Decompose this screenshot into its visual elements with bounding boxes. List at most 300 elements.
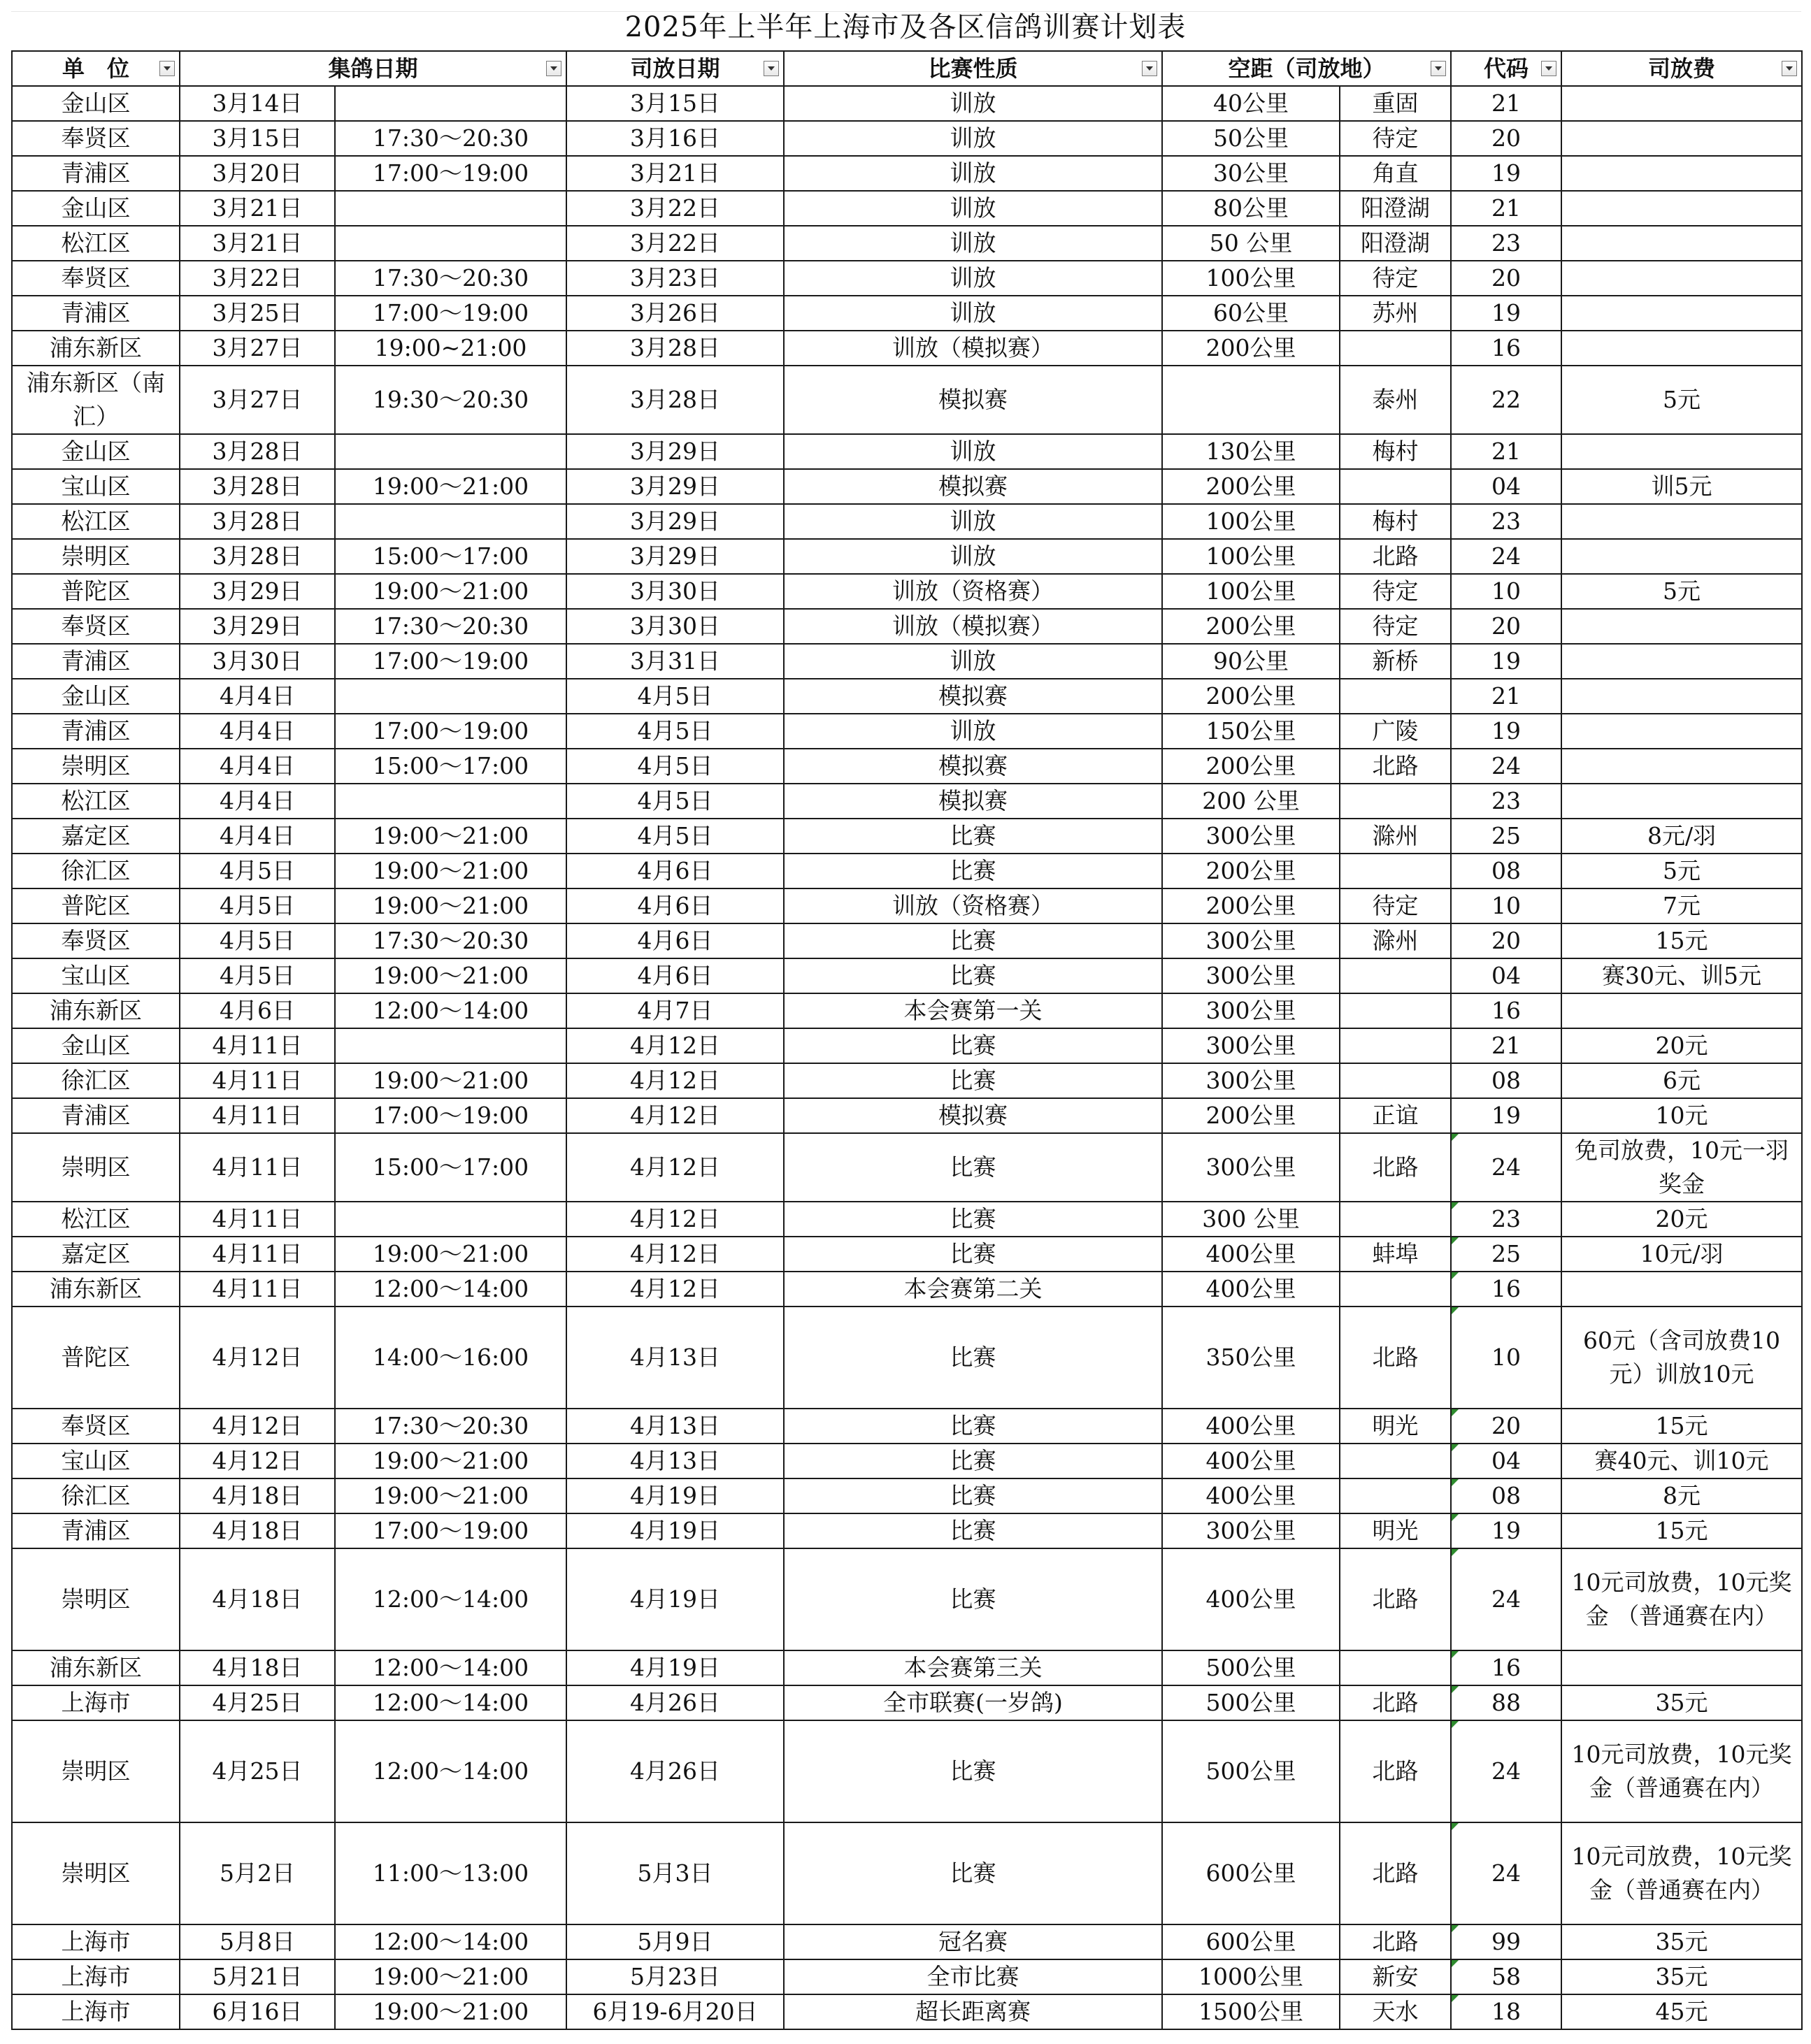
cell-distance[interactable]: 200公里: [1162, 854, 1340, 888]
cell-collect-time[interactable]: 15:00～17:00: [335, 1133, 566, 1202]
cell-type[interactable]: 训放: [784, 644, 1162, 679]
cell-unit[interactable]: 松江区: [12, 784, 180, 819]
cell-fee[interactable]: 35元: [1561, 1924, 1802, 1959]
cell-release-date[interactable]: 3月26日: [566, 296, 784, 331]
cell-unit[interactable]: 金山区: [12, 679, 180, 714]
cell-release-date[interactable]: 3月22日: [566, 191, 784, 226]
cell-collect-date[interactable]: 4月4日: [180, 679, 335, 714]
cell-place[interactable]: [1340, 469, 1451, 504]
cell-place[interactable]: 滁州: [1340, 819, 1451, 854]
cell-release-date[interactable]: 4月12日: [566, 1237, 784, 1272]
cell-fee[interactable]: 45元: [1561, 1994, 1802, 2029]
cell-collect-time[interactable]: 12:00～14:00: [335, 1924, 566, 1959]
cell-type[interactable]: 比赛: [784, 1063, 1162, 1098]
cell-collect-date[interactable]: 5月8日: [180, 1924, 335, 1959]
cell-place[interactable]: 北路: [1340, 1924, 1451, 1959]
filter-dropdown-icon[interactable]: [159, 61, 175, 76]
cell-fee[interactable]: 6元: [1561, 1063, 1802, 1098]
cell-unit[interactable]: 徐汇区: [12, 1063, 180, 1098]
cell-distance[interactable]: 300公里: [1162, 1133, 1340, 1202]
cell-place[interactable]: 泰州: [1340, 366, 1451, 434]
cell-distance[interactable]: 100公里: [1162, 539, 1340, 574]
cell-unit[interactable]: 普陀区: [12, 574, 180, 609]
cell-unit[interactable]: 青浦区: [12, 644, 180, 679]
cell-place[interactable]: [1340, 1478, 1451, 1513]
cell-collect-time[interactable]: 17:30～20:30: [335, 261, 566, 296]
cell-collect-date[interactable]: 5月21日: [180, 1959, 335, 1994]
cell-distance[interactable]: 200 公里: [1162, 784, 1340, 819]
cell-collect-date[interactable]: 3月28日: [180, 434, 335, 469]
cell-collect-date[interactable]: 4月6日: [180, 993, 335, 1028]
cell-collect-date[interactable]: 4月12日: [180, 1409, 335, 1444]
cell-fee[interactable]: 5元: [1561, 574, 1802, 609]
cell-place[interactable]: 待定: [1340, 574, 1451, 609]
cell-type[interactable]: 比赛: [784, 1409, 1162, 1444]
cell-collect-time[interactable]: 19:00～21:00: [335, 1063, 566, 1098]
cell-type[interactable]: 比赛: [784, 923, 1162, 958]
cell-collect-date[interactable]: 4月12日: [180, 1307, 335, 1409]
cell-distance[interactable]: 400公里: [1162, 1272, 1340, 1307]
cell-code[interactable]: 08: [1451, 1063, 1561, 1098]
cell-collect-time[interactable]: 12:00～14:00: [335, 1548, 566, 1650]
cell-unit[interactable]: 崇明区: [12, 1720, 180, 1822]
cell-unit[interactable]: 金山区: [12, 434, 180, 469]
cell-distance[interactable]: 600公里: [1162, 1924, 1340, 1959]
cell-code[interactable]: 04: [1451, 1444, 1561, 1478]
cell-place[interactable]: [1340, 854, 1451, 888]
cell-collect-date[interactable]: 3月27日: [180, 366, 335, 434]
cell-fee[interactable]: 免司放费，10元一羽奖金: [1561, 1133, 1802, 1202]
cell-place[interactable]: 天水: [1340, 1994, 1451, 2029]
cell-release-date[interactable]: 3月15日: [566, 86, 784, 121]
cell-fee[interactable]: 训5元: [1561, 469, 1802, 504]
cell-unit[interactable]: 青浦区: [12, 296, 180, 331]
filter-dropdown-icon[interactable]: [1142, 61, 1157, 76]
cell-release-date[interactable]: 3月30日: [566, 609, 784, 644]
cell-place[interactable]: 北路: [1340, 1548, 1451, 1650]
cell-code[interactable]: 10: [1451, 1307, 1561, 1409]
cell-release-date[interactable]: 3月29日: [566, 434, 784, 469]
cell-collect-date[interactable]: 3月27日: [180, 331, 335, 366]
cell-type[interactable]: 本会赛第一关: [784, 993, 1162, 1028]
cell-collect-date[interactable]: 4月11日: [180, 1272, 335, 1307]
cell-release-date[interactable]: 4月19日: [566, 1478, 784, 1513]
cell-release-date[interactable]: 6月19-6月20日: [566, 1994, 784, 2029]
cell-place[interactable]: 北路: [1340, 749, 1451, 784]
cell-release-date[interactable]: 4月5日: [566, 714, 784, 749]
cell-code[interactable]: 19: [1451, 1098, 1561, 1133]
cell-code[interactable]: 18: [1451, 1994, 1561, 2029]
cell-type[interactable]: 模拟赛: [784, 679, 1162, 714]
cell-release-date[interactable]: 5月3日: [566, 1822, 784, 1924]
cell-collect-time[interactable]: 17:00～19:00: [335, 644, 566, 679]
cell-distance[interactable]: 300公里: [1162, 923, 1340, 958]
cell-code[interactable]: 08: [1451, 854, 1561, 888]
cell-code[interactable]: 58: [1451, 1959, 1561, 1994]
cell-code[interactable]: 19: [1451, 714, 1561, 749]
cell-code[interactable]: 04: [1451, 958, 1561, 993]
cell-place[interactable]: [1340, 993, 1451, 1028]
cell-collect-date[interactable]: 3月22日: [180, 261, 335, 296]
cell-type[interactable]: 训放（资格赛）: [784, 888, 1162, 923]
cell-fee[interactable]: 15元: [1561, 1513, 1802, 1548]
cell-place[interactable]: 滁州: [1340, 923, 1451, 958]
cell-collect-date[interactable]: 4月25日: [180, 1720, 335, 1822]
cell-type[interactable]: 全市联赛(一岁鸽): [784, 1685, 1162, 1720]
cell-release-date[interactable]: 4月6日: [566, 854, 784, 888]
cell-collect-time[interactable]: 12:00～14:00: [335, 1272, 566, 1307]
cell-type[interactable]: 训放: [784, 191, 1162, 226]
filter-dropdown-icon[interactable]: [1782, 61, 1797, 76]
cell-release-date[interactable]: 4月12日: [566, 1133, 784, 1202]
cell-code[interactable]: 24: [1451, 749, 1561, 784]
cell-code[interactable]: 20: [1451, 121, 1561, 156]
cell-unit[interactable]: 青浦区: [12, 156, 180, 191]
cell-unit[interactable]: 金山区: [12, 86, 180, 121]
cell-unit[interactable]: 宝山区: [12, 1444, 180, 1478]
cell-fee[interactable]: [1561, 191, 1802, 226]
cell-distance[interactable]: 300公里: [1162, 993, 1340, 1028]
cell-unit[interactable]: 青浦区: [12, 714, 180, 749]
cell-distance[interactable]: 200公里: [1162, 609, 1340, 644]
cell-fee[interactable]: [1561, 504, 1802, 539]
cell-collect-time[interactable]: 19:00～21:00: [335, 958, 566, 993]
cell-release-date[interactable]: 4月5日: [566, 749, 784, 784]
cell-place[interactable]: [1340, 1063, 1451, 1098]
cell-type[interactable]: 模拟赛: [784, 749, 1162, 784]
cell-distance[interactable]: [1162, 366, 1340, 434]
cell-distance[interactable]: 100公里: [1162, 504, 1340, 539]
cell-code[interactable]: 21: [1451, 86, 1561, 121]
cell-code[interactable]: 24: [1451, 1133, 1561, 1202]
cell-collect-date[interactable]: 4月5日: [180, 923, 335, 958]
cell-place[interactable]: 角直: [1340, 156, 1451, 191]
cell-unit[interactable]: 青浦区: [12, 1513, 180, 1548]
cell-distance[interactable]: 50 公里: [1162, 226, 1340, 261]
cell-fee[interactable]: 10元: [1561, 1098, 1802, 1133]
cell-place[interactable]: 待定: [1340, 121, 1451, 156]
cell-collect-date[interactable]: 5月2日: [180, 1822, 335, 1924]
cell-release-date[interactable]: 4月6日: [566, 958, 784, 993]
cell-release-date[interactable]: 3月16日: [566, 121, 784, 156]
cell-release-date[interactable]: 4月19日: [566, 1513, 784, 1548]
cell-type[interactable]: 比赛: [784, 1720, 1162, 1822]
cell-fee[interactable]: [1561, 609, 1802, 644]
cell-unit[interactable]: 普陀区: [12, 888, 180, 923]
cell-collect-date[interactable]: 3月15日: [180, 121, 335, 156]
cell-collect-date[interactable]: 4月18日: [180, 1548, 335, 1650]
cell-type[interactable]: 训放: [784, 296, 1162, 331]
cell-unit[interactable]: 上海市: [12, 1685, 180, 1720]
filter-dropdown-icon[interactable]: [1541, 61, 1556, 76]
cell-type[interactable]: 模拟赛: [784, 784, 1162, 819]
cell-distance[interactable]: 200公里: [1162, 749, 1340, 784]
cell-collect-time[interactable]: [335, 434, 566, 469]
cell-distance[interactable]: 90公里: [1162, 644, 1340, 679]
cell-collect-time[interactable]: 12:00～14:00: [335, 1650, 566, 1685]
cell-distance[interactable]: 350公里: [1162, 1307, 1340, 1409]
cell-collect-date[interactable]: 4月5日: [180, 888, 335, 923]
cell-unit[interactable]: 徐汇区: [12, 854, 180, 888]
cell-place[interactable]: 重固: [1340, 86, 1451, 121]
cell-release-date[interactable]: 4月6日: [566, 923, 784, 958]
cell-code[interactable]: 22: [1451, 366, 1561, 434]
cell-distance[interactable]: 300公里: [1162, 1513, 1340, 1548]
cell-type[interactable]: 比赛: [784, 1237, 1162, 1272]
cell-distance[interactable]: 80公里: [1162, 191, 1340, 226]
cell-place[interactable]: 蚌埠: [1340, 1237, 1451, 1272]
cell-unit[interactable]: 上海市: [12, 1994, 180, 2029]
cell-release-date[interactable]: 4月19日: [566, 1548, 784, 1650]
cell-type[interactable]: 训放: [784, 121, 1162, 156]
cell-collect-date[interactable]: 4月4日: [180, 749, 335, 784]
cell-fee[interactable]: 8元/羽: [1561, 819, 1802, 854]
cell-fee[interactable]: 15元: [1561, 1409, 1802, 1444]
cell-type[interactable]: 训放（模拟赛）: [784, 609, 1162, 644]
cell-collect-date[interactable]: 3月29日: [180, 609, 335, 644]
cell-unit[interactable]: 宝山区: [12, 958, 180, 993]
cell-place[interactable]: 北路: [1340, 1133, 1451, 1202]
cell-place[interactable]: [1340, 958, 1451, 993]
cell-unit[interactable]: 浦东新区: [12, 1272, 180, 1307]
cell-collect-time[interactable]: 19:00~21:00: [335, 331, 566, 366]
cell-type[interactable]: 本会赛第二关: [784, 1272, 1162, 1307]
cell-code[interactable]: 23: [1451, 504, 1561, 539]
cell-distance[interactable]: 400公里: [1162, 1444, 1340, 1478]
cell-type[interactable]: 模拟赛: [784, 469, 1162, 504]
cell-collect-date[interactable]: 4月4日: [180, 784, 335, 819]
cell-place[interactable]: 苏州: [1340, 296, 1451, 331]
cell-collect-time[interactable]: 19:00～21:00: [335, 1237, 566, 1272]
cell-collect-time[interactable]: 17:30～20:30: [335, 121, 566, 156]
cell-distance[interactable]: 400公里: [1162, 1409, 1340, 1444]
cell-collect-time[interactable]: 19:00～21:00: [335, 1444, 566, 1478]
cell-fee[interactable]: 10元司放费，10元奖金 （普通赛在内）: [1561, 1548, 1802, 1650]
cell-release-date[interactable]: 4月13日: [566, 1444, 784, 1478]
cell-release-date[interactable]: 5月23日: [566, 1959, 784, 1994]
cell-fee[interactable]: 10元司放费，10元奖金（普通赛在内）: [1561, 1720, 1802, 1822]
cell-code[interactable]: 24: [1451, 1720, 1561, 1822]
cell-fee[interactable]: [1561, 644, 1802, 679]
cell-place[interactable]: 北路: [1340, 1307, 1451, 1409]
cell-release-date[interactable]: 4月19日: [566, 1650, 784, 1685]
cell-fee[interactable]: 35元: [1561, 1959, 1802, 1994]
cell-distance[interactable]: 500公里: [1162, 1650, 1340, 1685]
cell-release-date[interactable]: 4月6日: [566, 888, 784, 923]
cell-release-date[interactable]: 3月22日: [566, 226, 784, 261]
cell-fee[interactable]: [1561, 1650, 1802, 1685]
cell-place[interactable]: 阳澄湖: [1340, 226, 1451, 261]
cell-code[interactable]: 20: [1451, 261, 1561, 296]
cell-release-date[interactable]: 3月31日: [566, 644, 784, 679]
cell-place[interactable]: [1340, 784, 1451, 819]
cell-type[interactable]: 比赛: [784, 1548, 1162, 1650]
cell-collect-date[interactable]: 4月4日: [180, 714, 335, 749]
cell-collect-time[interactable]: 17:00～19:00: [335, 1098, 566, 1133]
cell-distance[interactable]: 130公里: [1162, 434, 1340, 469]
cell-collect-time[interactable]: 19:00～21:00: [335, 1478, 566, 1513]
cell-unit[interactable]: 浦东新区: [12, 1650, 180, 1685]
cell-place[interactable]: 阳澄湖: [1340, 191, 1451, 226]
cell-collect-date[interactable]: 3月29日: [180, 574, 335, 609]
cell-type[interactable]: 比赛: [784, 854, 1162, 888]
cell-collect-time[interactable]: [335, 784, 566, 819]
cell-type[interactable]: 比赛: [784, 958, 1162, 993]
cell-distance[interactable]: 300 公里: [1162, 1202, 1340, 1237]
cell-place[interactable]: 北路: [1340, 1822, 1451, 1924]
cell-fee[interactable]: [1561, 749, 1802, 784]
cell-type[interactable]: 训放: [784, 226, 1162, 261]
cell-collect-date[interactable]: 4月18日: [180, 1478, 335, 1513]
cell-distance[interactable]: 200公里: [1162, 469, 1340, 504]
cell-code[interactable]: 10: [1451, 888, 1561, 923]
cell-collect-date[interactable]: 3月14日: [180, 86, 335, 121]
cell-type[interactable]: 训放: [784, 261, 1162, 296]
cell-collect-time[interactable]: 19:00～21:00: [335, 819, 566, 854]
cell-type[interactable]: 模拟赛: [784, 366, 1162, 434]
cell-place[interactable]: 新桥: [1340, 644, 1451, 679]
cell-type[interactable]: 训放: [784, 539, 1162, 574]
cell-place[interactable]: 正谊: [1340, 1098, 1451, 1133]
cell-collect-date[interactable]: 4月11日: [180, 1098, 335, 1133]
cell-place[interactable]: [1340, 1028, 1451, 1063]
cell-type[interactable]: 训放: [784, 714, 1162, 749]
cell-unit[interactable]: 浦东新区: [12, 331, 180, 366]
cell-collect-time[interactable]: 12:00～14:00: [335, 1685, 566, 1720]
cell-unit[interactable]: 浦东新区（南汇）: [12, 366, 180, 434]
cell-distance[interactable]: 1000公里: [1162, 1959, 1340, 1994]
cell-fee[interactable]: 15元: [1561, 923, 1802, 958]
cell-collect-date[interactable]: 4月11日: [180, 1063, 335, 1098]
cell-collect-time[interactable]: 17:00～19:00: [335, 1513, 566, 1548]
cell-code[interactable]: 20: [1451, 1409, 1561, 1444]
cell-unit[interactable]: 宝山区: [12, 469, 180, 504]
filter-dropdown-icon[interactable]: [764, 61, 779, 76]
cell-collect-time[interactable]: [335, 679, 566, 714]
cell-unit[interactable]: 金山区: [12, 1028, 180, 1063]
cell-unit[interactable]: 崇明区: [12, 1548, 180, 1650]
cell-collect-date[interactable]: 4月11日: [180, 1237, 335, 1272]
cell-type[interactable]: 比赛: [784, 1202, 1162, 1237]
cell-code[interactable]: 16: [1451, 1272, 1561, 1307]
cell-collect-date[interactable]: 3月28日: [180, 539, 335, 574]
cell-fee[interactable]: 5元: [1561, 854, 1802, 888]
cell-fee[interactable]: 60元（含司放费10元）训放10元: [1561, 1307, 1802, 1409]
cell-collect-date[interactable]: 6月16日: [180, 1994, 335, 2029]
cell-unit[interactable]: 崇明区: [12, 1822, 180, 1924]
cell-type[interactable]: 训放（模拟赛）: [784, 331, 1162, 366]
cell-release-date[interactable]: 3月29日: [566, 469, 784, 504]
cell-code[interactable]: 99: [1451, 1924, 1561, 1959]
cell-collect-time[interactable]: [335, 226, 566, 261]
cell-collect-time[interactable]: 12:00～14:00: [335, 1720, 566, 1822]
cell-place[interactable]: 明光: [1340, 1409, 1451, 1444]
cell-place[interactable]: [1340, 1202, 1451, 1237]
cell-fee[interactable]: 8元: [1561, 1478, 1802, 1513]
cell-release-date[interactable]: 4月13日: [566, 1409, 784, 1444]
cell-fee[interactable]: [1561, 679, 1802, 714]
cell-fee[interactable]: [1561, 226, 1802, 261]
cell-code[interactable]: 19: [1451, 156, 1561, 191]
cell-distance[interactable]: 30公里: [1162, 156, 1340, 191]
cell-collect-date[interactable]: 4月4日: [180, 819, 335, 854]
cell-distance[interactable]: 300公里: [1162, 1063, 1340, 1098]
cell-collect-date[interactable]: 4月11日: [180, 1202, 335, 1237]
cell-code[interactable]: 24: [1451, 1822, 1561, 1924]
cell-fee[interactable]: 10元/羽: [1561, 1237, 1802, 1272]
cell-unit[interactable]: 奉贤区: [12, 1409, 180, 1444]
cell-collect-time[interactable]: [335, 191, 566, 226]
cell-unit[interactable]: 崇明区: [12, 1133, 180, 1202]
cell-type[interactable]: 本会赛第三关: [784, 1650, 1162, 1685]
cell-distance[interactable]: 1500公里: [1162, 1994, 1340, 2029]
cell-unit[interactable]: 上海市: [12, 1959, 180, 1994]
cell-collect-time[interactable]: [335, 1028, 566, 1063]
cell-type[interactable]: 比赛: [784, 1307, 1162, 1409]
cell-release-date[interactable]: 4月7日: [566, 993, 784, 1028]
cell-code[interactable]: 88: [1451, 1685, 1561, 1720]
cell-release-date[interactable]: 3月30日: [566, 574, 784, 609]
cell-fee[interactable]: [1561, 331, 1802, 366]
cell-code[interactable]: 20: [1451, 923, 1561, 958]
cell-unit[interactable]: 松江区: [12, 226, 180, 261]
cell-collect-time[interactable]: [335, 1202, 566, 1237]
cell-release-date[interactable]: 4月26日: [566, 1685, 784, 1720]
cell-distance[interactable]: 40公里: [1162, 86, 1340, 121]
cell-place[interactable]: 梅村: [1340, 504, 1451, 539]
cell-type[interactable]: 全市比赛: [784, 1959, 1162, 1994]
cell-release-date[interactable]: 4月5日: [566, 784, 784, 819]
cell-unit[interactable]: 浦东新区: [12, 993, 180, 1028]
cell-fee[interactable]: 赛40元、训10元: [1561, 1444, 1802, 1478]
cell-release-date[interactable]: 3月21日: [566, 156, 784, 191]
cell-code[interactable]: 21: [1451, 191, 1561, 226]
cell-fee[interactable]: 35元: [1561, 1685, 1802, 1720]
cell-distance[interactable]: 600公里: [1162, 1822, 1340, 1924]
cell-collect-time[interactable]: 17:00～19:00: [335, 296, 566, 331]
cell-distance[interactable]: 200公里: [1162, 888, 1340, 923]
cell-release-date[interactable]: 4月5日: [566, 819, 784, 854]
cell-collect-date[interactable]: 3月21日: [180, 226, 335, 261]
cell-place[interactable]: 梅村: [1340, 434, 1451, 469]
cell-place[interactable]: 待定: [1340, 609, 1451, 644]
cell-fee[interactable]: 20元: [1561, 1028, 1802, 1063]
cell-type[interactable]: 比赛: [784, 1444, 1162, 1478]
cell-distance[interactable]: 100公里: [1162, 261, 1340, 296]
cell-code[interactable]: 16: [1451, 331, 1561, 366]
cell-unit[interactable]: 奉贤区: [12, 121, 180, 156]
cell-collect-date[interactable]: 3月28日: [180, 504, 335, 539]
cell-type[interactable]: 比赛: [784, 1478, 1162, 1513]
cell-place[interactable]: 北路: [1340, 539, 1451, 574]
cell-collect-time[interactable]: 19:00～21:00: [335, 888, 566, 923]
cell-unit[interactable]: 松江区: [12, 1202, 180, 1237]
cell-unit[interactable]: 金山区: [12, 191, 180, 226]
cell-collect-time[interactable]: 19:00～21:00: [335, 854, 566, 888]
cell-code[interactable]: 25: [1451, 819, 1561, 854]
cell-distance[interactable]: 60公里: [1162, 296, 1340, 331]
cell-type[interactable]: 超长距离赛: [784, 1994, 1162, 2029]
cell-place[interactable]: 新安: [1340, 1959, 1451, 1994]
cell-collect-time[interactable]: 19:00～21:00: [335, 469, 566, 504]
cell-release-date[interactable]: 3月28日: [566, 366, 784, 434]
cell-code[interactable]: 21: [1451, 679, 1561, 714]
cell-collect-time[interactable]: 19:00～21:00: [335, 1994, 566, 2029]
cell-collect-time[interactable]: 12:00～14:00: [335, 993, 566, 1028]
cell-collect-time[interactable]: 17:30～20:30: [335, 923, 566, 958]
cell-collect-date[interactable]: 4月25日: [180, 1685, 335, 1720]
cell-unit[interactable]: 徐汇区: [12, 1478, 180, 1513]
